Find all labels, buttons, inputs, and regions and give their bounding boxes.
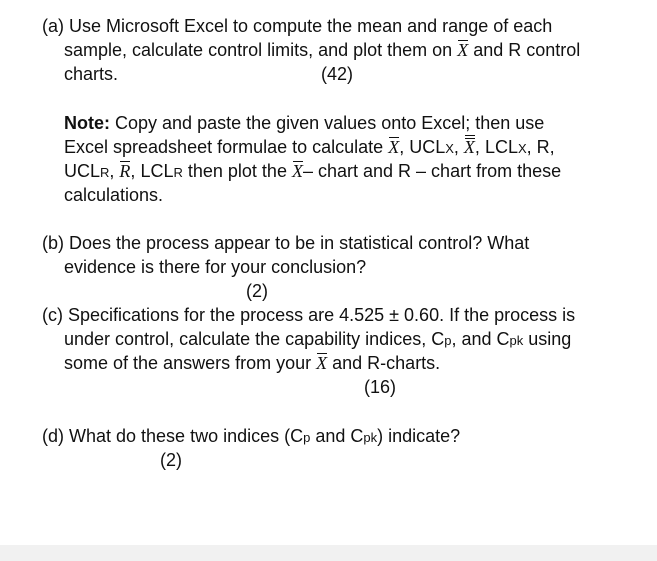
r-label: R [536,137,550,157]
part-a-line-3 [64,62,118,86]
part-a-text-3: charts. [64,64,119,84]
part-d-text-1a: (d) What do these two indices (C [42,426,304,446]
part-a-text-1: (a) Use Microsoft Excel to compute the mean and range of each [42,16,553,36]
part-c-text-3b: and R-charts. [332,353,441,373]
xbar-symbol: X [316,353,328,373]
part-a-line-2 [64,38,580,62]
part-d-text-1c: ) indicate? [377,426,461,446]
part-b-text-2: evidence is there for your conclusion? [64,257,367,277]
cp-subscript: p [303,430,311,445]
lcl-x-label: LCL [484,137,518,157]
note-text-4: calculations. [64,185,164,205]
part-b-marks-text: (2) [246,281,268,301]
part-b-line-1 [42,231,529,255]
part-a-marks-text: (42) [321,64,354,84]
note-text-3-end: – chart and R – chart from these [302,161,562,181]
part-c-text-2a: under control, calculate the capability indices, C [64,329,445,349]
part-d-marks-text: (2) [160,450,182,470]
note-line-3: UCLR, R, LCLR then plot the X– chart and R – chart from these [64,161,562,181]
lcl-x-subscript: X [517,141,527,156]
part-a-line-1 [42,14,552,38]
ucl-r-subscript: R [100,165,110,180]
part-b-marks [246,279,268,303]
part-c-text-3a: some of the answers from your [64,353,312,373]
part-c-marks [364,375,396,399]
cpk-subscript: pk [509,333,524,348]
xdoublebar-symbol: X [463,137,475,157]
part-b-line-2 [64,255,366,279]
ucl-x-subscript: X [445,141,454,156]
xbar-symbol: X [388,137,400,157]
xbar-symbol: X [457,40,469,60]
note-text-1: Copy and paste the given values onto Excel; then use [115,113,545,133]
part-b-text-1: (b) Does the process appear to be in statistical control? What [42,233,530,253]
ucl-x-label: UCL [409,137,446,157]
part-d-line-1 [42,424,460,450]
xbar-symbol: X [291,161,303,181]
part-d-text-1b: and C [315,426,364,446]
part-c-text-1: (c) Specifications for the process are 4.525 ± 0.60. If the process is [42,305,576,325]
note-line-2: Excel spreadsheet formulae to calculate X, UCLX, X, LCLX, R, [64,137,555,157]
ucl-r-label: UCL [64,161,101,181]
lcl-r-subscript: R [173,165,183,180]
part-c-line-3 [64,351,440,375]
part-a-text-2: sample, calculate control limits, and plot them on [64,40,453,60]
rbar-symbol: R [119,161,131,181]
note-text-2: Excel spreadsheet formulae to calculate [64,137,384,157]
part-a-marks [321,62,353,86]
note-label: Note: [64,113,110,133]
part-c-text-2b: , and C [451,329,510,349]
part-c-text-2c: using [528,329,572,349]
note-line-1 [64,111,544,135]
part-c-line-2 [64,327,571,353]
part-c-marks-text: (16) [364,377,397,397]
note-line-4 [64,183,163,207]
part-c-line-1 [42,303,575,327]
part-d-marks [160,448,182,472]
bottom-bar [0,545,657,561]
cp-subscript: p [444,333,452,348]
note-text-3-mid: then plot the [187,161,287,181]
part-a-text-2-end: and R control [473,40,581,60]
lcl-r-label: LCL [140,161,174,181]
cpk-subscript: pk [363,430,378,445]
